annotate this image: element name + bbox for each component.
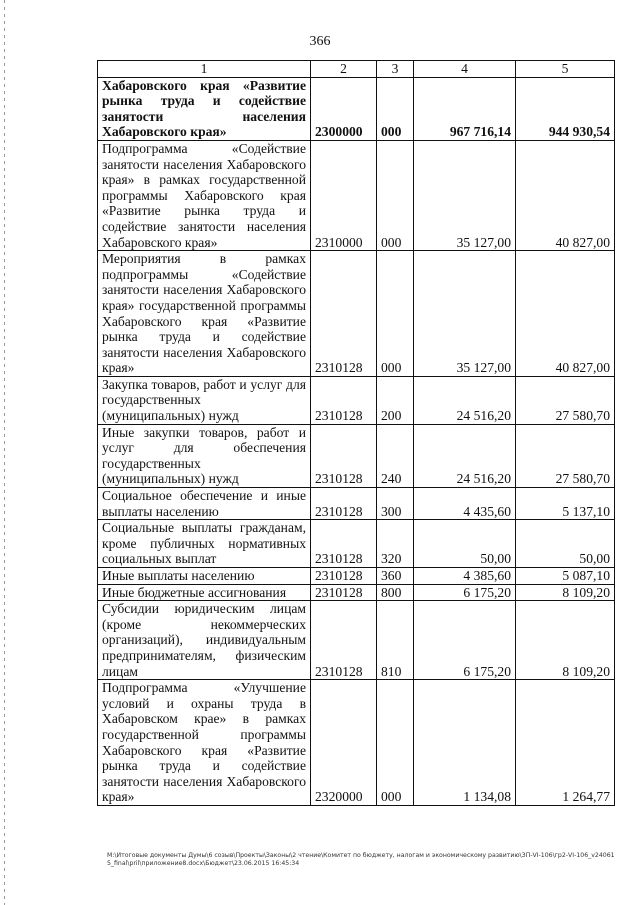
target-article-code: 2310128 [311,424,377,487]
amount-year-1: 1 134,08 [414,680,516,806]
target-article-code: 2310000 [311,140,377,250]
amount-year-2: 944 930,54 [516,77,615,140]
amount-year-2: 27 580,70 [516,424,615,487]
table-row [98,77,615,140]
scan-edge [4,0,5,905]
amount-year-1: 35 127,00 [414,251,516,377]
expense-type-code: 200 [377,376,414,424]
row-name: Иные бюджетные ассигнования [98,584,311,601]
amount-year-2: 40 827,00 [516,140,615,250]
header-row [98,61,615,78]
expense-type-code: 800 [377,584,414,601]
expense-type-code: 320 [377,520,414,568]
amount-year-1: 35 127,00 [414,140,516,250]
table-row [98,568,615,585]
amount-year-1: 6 175,20 [414,601,516,680]
expense-type-code: 360 [377,568,414,585]
target-article-code: 2310128 [311,376,377,424]
file-path-footer: M:\Итоговые документы Думы\6 созыв\Проекты\Законы\2 чтение\Комитет по бюджету, налогам и экономическому развитию\ЗП-VI-106\гр2-VI-106_v240615_final\pril\приложение8.docx\Бюджет\23.06.2015 16:45:34 [107,852,615,867]
row-name: Социальные выплаты гражданам, кроме публичных нормативных социальных выплат [98,520,311,568]
expense-type-code: 240 [377,424,414,487]
amount-year-1: 50,00 [414,520,516,568]
amount-year-1: 4 435,60 [414,488,516,520]
expense-type-code: 300 [377,488,414,520]
target-article-code: 2310128 [311,568,377,585]
column-header: 2 [311,61,377,78]
target-article-code: 2300000 [311,77,377,140]
table-row [98,140,615,250]
target-article-code: 2310128 [311,520,377,568]
amount-year-2: 8 109,20 [516,584,615,601]
amount-year-1: 24 516,20 [414,424,516,487]
row-name: Иные выплаты населению [98,568,311,585]
amount-year-1: 4 385,60 [414,568,516,585]
amount-year-2: 1 264,77 [516,680,615,806]
row-name: Иные закупки товаров, работ и услуг для обеспечения государственных (муниципальных) нужд [98,424,311,487]
amount-year-2: 27 580,70 [516,376,615,424]
table-row [98,601,615,680]
column-header: 4 [414,61,516,78]
target-article-code: 2310128 [311,251,377,377]
row-name: Субсидии юридическим лицам (кроме некоммерческих организаций), индивидуальным предпринимателям, физическим лицам [98,601,311,680]
expense-type-code: 000 [377,251,414,377]
row-name: Подпрограмма «Содействие занятости населения Хабаровского края» в рамках государственной программы Хабаровского края «Развитие рынка труда и содействие занятости населения Хабаровского края» [98,140,311,250]
row-name: Подпрограмма «Улучшение условий и охраны труда в Хабаровском крае» в рамках государственной программы Хабаровского края «Развитие рынка труда и содействие занятости населения Хабаровского края» [98,680,311,806]
table-row [98,680,615,806]
table-row [98,251,615,377]
target-article-code: 2310128 [311,601,377,680]
row-name: Хабаровского края «Развитие рынка труда и содействие занятости населения Хабаровского края» [98,77,311,140]
amount-year-2: 8 109,20 [516,601,615,680]
target-article-code: 2310128 [311,488,377,520]
table-row [98,488,615,520]
table-row [98,376,615,424]
amount-year-2: 5 087,10 [516,568,615,585]
budget-table [97,60,615,806]
target-article-code: 2310128 [311,584,377,601]
amount-year-2: 50,00 [516,520,615,568]
column-header: 3 [377,61,414,78]
column-header: 1 [98,61,311,78]
expense-type-code: 000 [377,140,414,250]
amount-year-2: 40 827,00 [516,251,615,377]
row-name: Социальное обеспечение и иные выплаты населению [98,488,311,520]
amount-year-1: 6 175,20 [414,584,516,601]
expense-type-code: 000 [377,77,414,140]
table-row [98,520,615,568]
amount-year-2: 5 137,10 [516,488,615,520]
page-number: 366 [309,34,331,49]
amount-year-1: 24 516,20 [414,376,516,424]
row-name: Мероприятия в рамках подпрограммы «Содействие занятости населения Хабаровского края» государственной программы Хабаровского края «Развитие рынка труда и содействие занятости населения Хабаровского края» [98,251,311,377]
table-row [98,584,615,601]
row-name: Закупка товаров, работ и услуг для государственных (муниципальных) нужд [98,376,311,424]
amount-year-1: 967 716,14 [414,77,516,140]
table-row [98,424,615,487]
target-article-code: 2320000 [311,680,377,806]
column-header: 5 [516,61,615,78]
expense-type-code: 810 [377,601,414,680]
expense-type-code: 000 [377,680,414,806]
table-body [98,77,615,805]
